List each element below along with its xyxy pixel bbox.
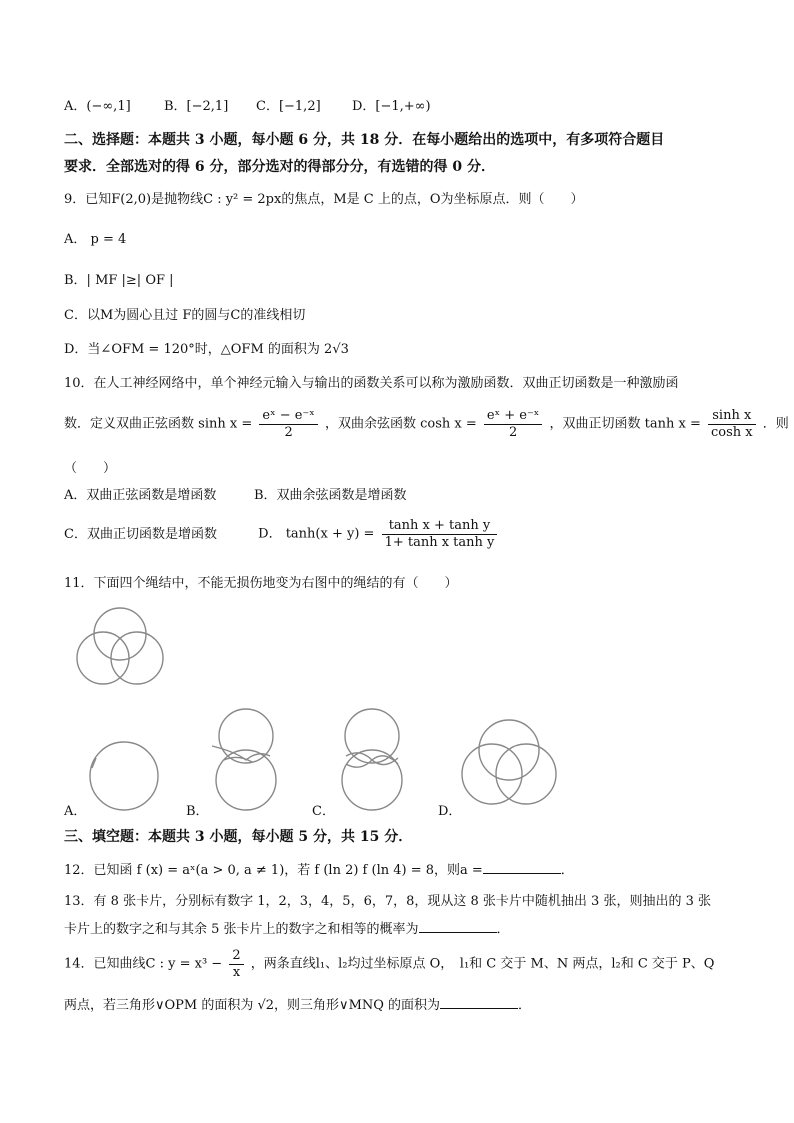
q14-answer-blank[interactable] [440,996,518,1009]
q11-label-a: A． [64,804,87,819]
section2-line2: 要求．全部选对的得 6 分，部分选对的得部分分，有选错的得 0 分． [64,159,495,175]
cosh-numerator: eˣ + e⁻ˣ [484,408,542,425]
q10-options-cd [64,518,500,551]
tanh-denominator: cosh x [710,425,753,440]
q14-text-d: ． [518,998,532,1013]
q11-labels [64,803,461,821]
sinh-denominator: 2 [284,425,293,440]
q8-options [64,98,431,116]
q14-fraction [229,948,243,981]
q14-line1 [64,948,714,981]
tanh-numerator: sinh x [708,408,756,425]
q9-stem: 9．已知F(2,0)是抛物线C : y² = 2px的焦点，M是 C 上的点，O为坐标原点．则（ ） [64,192,584,207]
section2-line1: 二、选择题：本题共 3 小题，每小题 6 分，共 18 分．在每小题给出的选项中，有多项符合题目 [64,132,665,148]
q9-option-d-text: D．当∠OFM = 120°时，△OFM 的面积为 [64,342,320,357]
tanh-sum-denominator: 1+ tanh x tanh y [384,535,495,550]
cosh-fraction [484,408,542,441]
tanh-sum-fraction [382,518,498,551]
q8-option-c: C．[−1,2] [256,99,321,114]
q12-text [64,861,574,880]
q8-option-a: A．(−∞,1] [64,99,131,114]
q11-stem: 11．下面四个绳结中，不能无损伤地变为右图中的绳结的有（ ） [64,576,458,591]
q14-fraction-numerator: 2 [229,948,243,965]
tanh-sum-numerator: tanh x + tanh y [382,518,498,535]
q10-option-c: C．双曲正切函数是增函数 [64,526,217,542]
q11-label-c: C． [312,804,335,819]
sinh-numerator: eˣ − e⁻ˣ [259,408,317,425]
q14-text-c: 两点，若三角形∨OPM 的面积为 √2，则三角形∨MNQ 的面积为 [64,998,441,1013]
knot-option-d [454,712,564,812]
tanh-fraction [708,408,756,441]
q10-text-a: 数．定义双曲正弦函数 [64,416,195,432]
q13-line2 [64,920,510,939]
trefoil-knot-figure [70,598,170,690]
q9-option-a: A． p = 4 [64,232,127,247]
q8-option-d: D．[−1,+∞) [352,99,431,114]
knot-option-b [206,702,286,816]
cosh-denominator: 2 [508,425,518,440]
q10-text-b: ，双曲余弦函数 [324,416,416,432]
q11-label-d: D． [438,804,462,819]
q11-label-b: B． [186,804,209,819]
tanh-lhs: tanh x = [644,416,701,432]
q10-option-b: B．双曲余弦函数是增函数 [254,488,407,503]
q10-text-d: ．则 [762,416,789,432]
q14-line2 [64,996,531,1015]
q13-text-b: ． [496,922,510,937]
q10-text-c: ，双曲正切函数 [549,416,641,432]
q12-answer-blank[interactable] [483,861,561,874]
q14-text-b: ，两条直线l₁、l₂均过坐标原点 O， l₁和 C 交于 M、N 两点，l₂和 C 交于 P、Q [250,956,715,972]
section3-title: 三、填空题：本题共 3 小题，每小题 5 分，共 15 分． [64,829,413,845]
q10-paren: （ ） [64,461,117,476]
sinh-fraction [259,408,317,441]
q10-option-a: A．双曲正弦函数是增函数 [64,488,217,503]
q12-text-b: ． [560,863,574,878]
knot-option-c [332,702,412,816]
q14-fraction-denominator: x [232,965,241,980]
q9-option-b: B．| MF |≥| OF | [64,273,174,288]
q12-text-a: 12．已知函 f (x) = aˣ(a > 0, a ≠ 1)，若 f (ln 2) f (ln 4) = 8，则a = [64,863,483,878]
q13-answer-blank[interactable] [419,920,497,933]
sinh-lhs: sinh x = [198,416,253,432]
q8-option-b: B．[−2,1] [164,99,229,114]
q9-option-d [64,341,349,359]
cosh-lhs: cosh x = [420,416,477,432]
q10-stem-line1: 10．在人工神经网络中，单个神经元输入与输出的函数关系可以称为激励函数．双曲正切函数是一种激励函 [64,376,679,391]
q13-line1: 13．有 8 张卡片，分别标有数字 1，2，3，4，5，6，7，8，现从这 8 张卡片中随机抽出 3 张，则抽出的 3 张 [64,894,711,909]
q9-option-d-value: 2√3 [324,342,349,357]
q10-option-d-lhs: D． tanh(x + y) = [258,526,375,542]
q9-option-c: C．以M为圆心且过 F的圆与C的准线相切 [64,308,306,323]
q14-text-a: 14．已知曲线C : y = x³ − [64,956,223,972]
q13-text-a: 卡片上的数字之和与其余 5 张卡片上的数字之和相等的概率为 [64,922,419,937]
q10-stem-line2 [64,408,789,441]
q10-options-ab [64,487,407,505]
